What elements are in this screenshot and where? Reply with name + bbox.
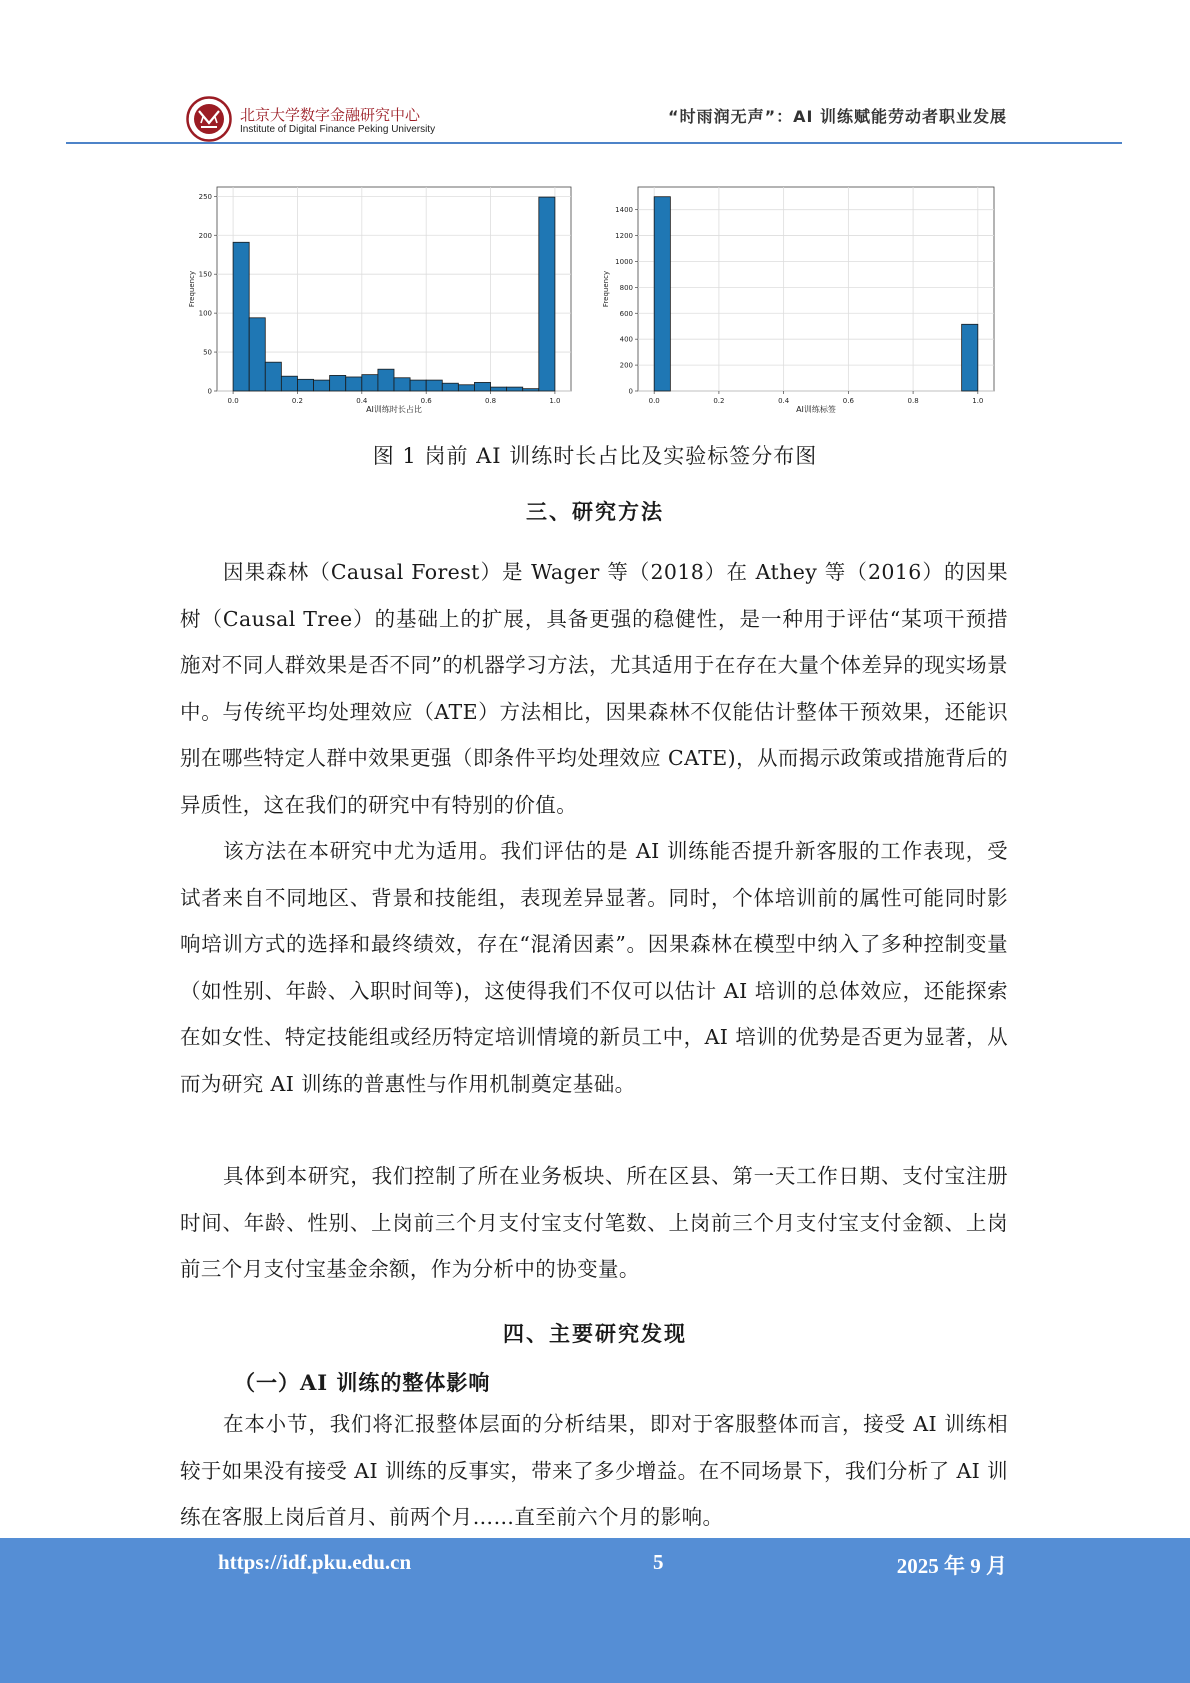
header-divider	[66, 142, 1122, 144]
y-tick-label: 200	[198, 231, 212, 240]
y-tick-label: 1200	[615, 232, 633, 241]
y-tick-label: 200	[619, 361, 633, 370]
y-tick-label: 1000	[615, 257, 633, 266]
histogram-training-share	[180, 180, 580, 420]
org-name-cn: 北京大学数字金融研究中心	[240, 106, 421, 124]
report-title: “时雨润无声”：AI 训练赋能劳动者职业发展	[668, 107, 1007, 126]
histogram-bar	[410, 380, 426, 391]
y-tick-label: 250	[198, 192, 212, 201]
pku-seal-icon	[186, 96, 232, 142]
x-tick-label: 0.8	[484, 397, 497, 405]
histogram-bar	[962, 324, 978, 391]
paragraph-methods-1: 因果森林（Causal Forest）是 Wager 等（2018）在 Athey 等（2016）的因果树（Causal Tree）的基础上的扩展，具备更强的稳健性，是一种用于评估“某项干预措施对不同人群效果是否不同”的机器学习方法，尤其适用于在存在大量个体差异的现实场景中。与传统平均处理效应（ATE）方法相比，因果森林不仅能估计整体干预效果，还能识别在哪些特定人群中效果更强（即条件平均处理效应 CATE)，从而揭示政策或措施背后的异质性，这在我们的研究中有特别的价值。	[180, 560, 1008, 817]
section-title-methods: 三、研究方法	[526, 499, 664, 524]
y-tick-label: 800	[619, 283, 633, 292]
x-tick-label: 0.4	[778, 397, 790, 405]
paragraph-methods-3: 具体到本研究，我们控制了所在业务板块、所在区县、第一天工作日期、支付宝注册时间、年龄、性别、上岗前三个月支付宝支付笔数、上岗前三个月支付宝支付金额、上岗前三个月支付宝基金余额，作为分析中的协变量。	[180, 1164, 1008, 1281]
y-tick-label: 600	[619, 309, 633, 318]
histogram-bar	[491, 387, 507, 391]
histogram-bar	[539, 197, 555, 391]
subsection-title-overall: （一）AI 训练的整体影响	[234, 1370, 491, 1395]
y-tick-label: 0	[207, 387, 212, 396]
x-tick-label: 0.8	[907, 397, 919, 405]
histogram-bar	[654, 197, 670, 391]
x-tick-label: 0.4	[356, 397, 368, 405]
y-axis-label: Frequency	[188, 270, 196, 308]
x-tick-label: 0.2	[291, 397, 304, 405]
histogram-bar	[297, 379, 313, 391]
y-tick-label: 1400	[615, 206, 633, 215]
histogram-bar	[362, 375, 378, 391]
paragraph-methods-2: 该方法在本研究中尤为适用。我们评估的是 AI 训练能否提升新客服的工作表现，受试者来自不同地区、背景和技能组，表现差异显著。同时，个体培训前的属性可能同时影响培训方式的选择和最终绩效，存在“混淆因素”。因果森林在模型中纳入了多种控制变量（如性别、年龄、入职时间等)，这使得我们不仅可以估计 AI 培训的总体效应，还能探索在如女性、特定技能组或经历特定培训情境的新员工中，AI 培训的优势是否更为显著，从而为研究 AI 训练的普惠性与作用机制奠定基础。	[180, 839, 1008, 1096]
plot-area	[638, 187, 994, 391]
x-tick-label: 0.0	[227, 397, 239, 405]
page-number: 5	[653, 1550, 664, 1574]
x-tick-label: 1.0	[549, 397, 561, 405]
x-tick-label: 0.6	[842, 397, 854, 405]
page-header	[0, 0, 1190, 150]
histogram-bar	[394, 378, 410, 391]
page-footer	[0, 1538, 1190, 1683]
section-title-findings: 四、主要研究发现	[503, 1321, 687, 1346]
y-tick-label: 150	[198, 270, 212, 279]
histogram-bar	[442, 383, 458, 391]
y-axis-label: Frequency	[602, 270, 610, 308]
plot-area	[217, 187, 571, 391]
histogram-bar	[458, 385, 474, 391]
histogram-bar	[523, 389, 539, 391]
footer-url[interactable]: https://idf.pku.edu.cn	[218, 1550, 412, 1574]
footer-date: 2025 年 9 月	[896, 1554, 1007, 1578]
x-tick-label: 1.0	[972, 397, 984, 405]
paragraph-findings-1: 在本小节，我们将汇报整体层面的分析结果，即对于客服整体而言，接受 AI 训练相较于如果没有接受 AI 训练的反事实，带来了多少增益。在不同场景下，我们分析了 AI 训练在客服上岗后首月、前两个月……直至前六个月的影响。	[180, 1412, 1008, 1529]
x-axis-label: AI训练时长占比	[366, 405, 422, 414]
figure-caption: 图 1 岗前 AI 训练时长占比及实验标签分布图	[372, 444, 818, 468]
histogram-bar	[474, 382, 490, 391]
histogram-bar	[330, 375, 346, 391]
histogram-bar	[346, 377, 362, 391]
histogram-bar	[265, 362, 281, 391]
y-tick-label: 50	[203, 348, 212, 357]
y-tick-label: 400	[619, 335, 633, 344]
org-name-en: Institute of Digital Finance Peking University	[240, 124, 436, 135]
x-tick-label: 0.6	[420, 397, 432, 405]
x-axis-label: AI训练标签	[796, 405, 836, 414]
histogram-bar	[233, 242, 249, 391]
histogram-bar	[507, 387, 523, 391]
y-tick-label: 0	[628, 387, 633, 396]
x-tick-label: 0.2	[713, 397, 725, 405]
histogram-bar	[426, 380, 442, 391]
histogram-bar	[281, 376, 297, 391]
x-tick-label: 0.0	[648, 397, 660, 405]
histogram-training-label	[596, 180, 1006, 420]
y-tick-label: 100	[198, 309, 212, 318]
histogram-bar	[314, 380, 330, 391]
histogram-bar	[249, 318, 265, 391]
histogram-bar	[378, 369, 394, 391]
